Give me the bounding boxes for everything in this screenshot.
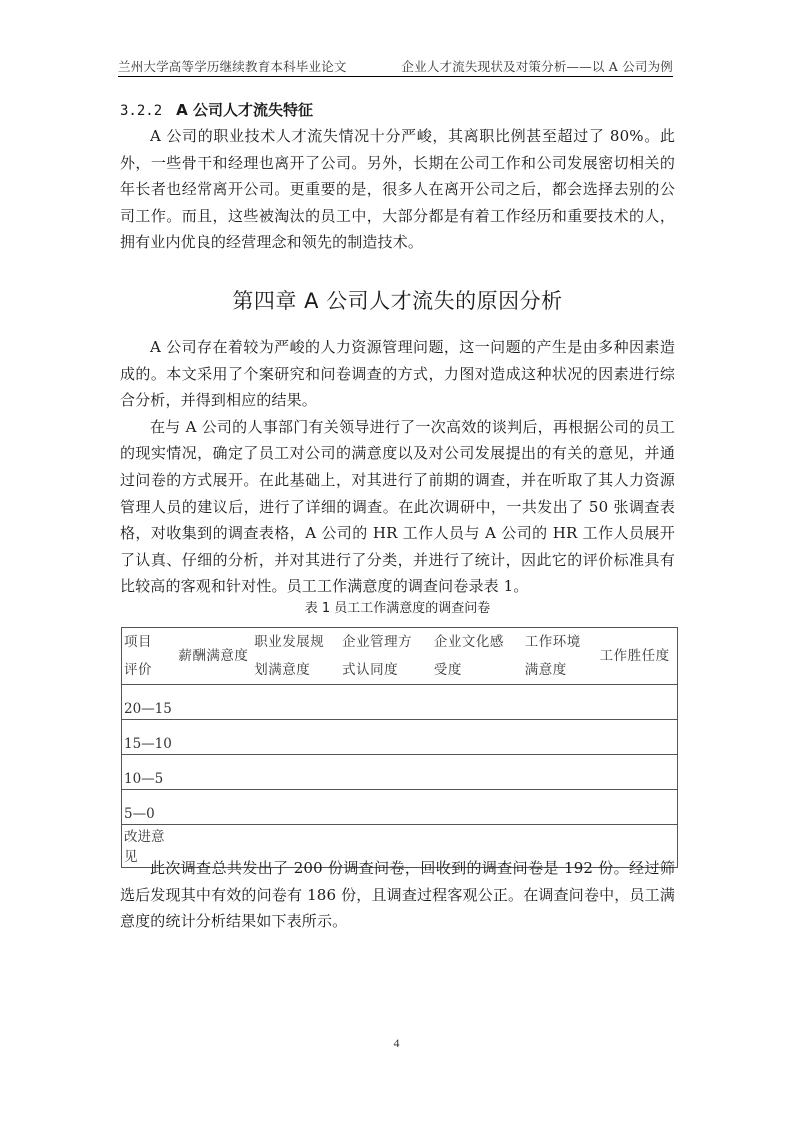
table-cell (340, 755, 432, 790)
chapter-title: 第四章 A 公司人才流失的原因分析 (232, 288, 563, 313)
section-title: A 公司人才流失特征 (176, 101, 313, 119)
section-paragraph: A 公司的职业技术人才流失情况十分严峻，其离职比例甚至超过了 80%。此外，一些骨干和经理也离开了公司。另外，长期在公司工作和公司发展密切相关的年长者也经常离开公司。更重要的是，很多人在离开公司之后，都会选择去别的公司工作。而且，这些被淘汰的员工中，大部分都是有着工作经历和重要技术的人，拥有业内优良的经营理念和领先的制造技术。 (120, 127, 675, 252)
header-left-title: 兰州大学高等学历继续教育本科毕业论文 (118, 59, 347, 74)
table-cell (598, 720, 678, 755)
table-cell (252, 755, 340, 790)
column-header-text: 企业文化感 (433, 634, 504, 650)
page-header (118, 56, 673, 77)
row-label: 15—10 (122, 720, 177, 755)
column-header-text: 满意度 (524, 662, 567, 678)
table-cell (340, 790, 432, 825)
header-corner-item: 项目 (124, 634, 152, 650)
table-cell (598, 755, 678, 790)
table-cell (523, 720, 598, 755)
table-cell (432, 755, 523, 790)
table-cell (523, 685, 598, 720)
table-cell (176, 755, 252, 790)
table-row (122, 790, 678, 825)
table-cell (252, 790, 340, 825)
survey-table (121, 627, 678, 868)
section-number: 3.2.2 (120, 103, 163, 119)
page-content (120, 97, 675, 618)
column-header-management (340, 628, 432, 685)
row-label: 改进意见 (124, 829, 165, 865)
header-corner-evaluation: 评价 (124, 662, 152, 678)
table-cell (340, 720, 432, 755)
column-header-environment (523, 628, 598, 685)
row-label: 10—5 (122, 755, 177, 790)
table-cell (176, 685, 252, 720)
table-caption: 表 1 员工工作满意度的调查问卷 (304, 600, 491, 616)
column-header-competence (598, 628, 678, 685)
column-header-text: 职业发展规 (254, 634, 325, 650)
column-header-text: 薪酬满意度 (178, 648, 249, 664)
header-corner (122, 628, 177, 685)
table-cell (598, 790, 678, 825)
table-cell (523, 755, 598, 790)
column-header-text: 工作环境 (524, 634, 581, 650)
table-cell (252, 685, 340, 720)
chapter-paragraph-2: 在与 A 公司的人事部门有关领导进行了一次高效的谈判后，再根据公司的员工的现实情况，确定了员工对公司的满意度以及对公司发展提出的有关的意见，并通过问卷的方式展开。在此基础上，对其进行了前期的调查，并在听取了其人力资源管理人员的建议后，进行了详细的调查。在此次调研中，一共发出了 50 张调查表格，对收集到的调查表格，A 公司的 HR 工作人员与 A 公司的 HR 工作人员展开了认真、仔细的分析，并对其进行了分类，并进行了统计，因此它的评价标准具有比较高的客观和针对性。员工工作满意度的调查问卷录表 1。 (120, 417, 675, 596)
table-cell (176, 720, 252, 755)
column-header-text: 式认同度 (342, 662, 399, 678)
table-cell (432, 790, 523, 825)
table-cell (176, 790, 252, 825)
table-cell (523, 790, 598, 825)
after-table-content (120, 855, 675, 935)
row-label: 20—15 (122, 685, 177, 720)
after-table-paragraph: 此次调查总共发出了 200 份调查问卷，回收到的调查问卷是 192 份。经过筛选后发现其中有效的问卷有 186 份，且调查过程客观公正。在调查问卷中，员工满意度的统计分析结果如下表所示。 (120, 859, 675, 931)
page-number: 4 (393, 1036, 400, 1050)
chapter-paragraph-1: A 公司存在着较为严峻的人力资源管理问题，这一问题的产生是由多种因素造成的。本文采用了个案研究和问卷调查的方式，力图对造成这种状况的因素进行综合分析，并得到相应的结果。 (120, 337, 675, 410)
column-header-text: 工作胜任度 (599, 648, 670, 664)
column-header-text: 企业管理方 (342, 634, 413, 650)
column-header-text: 划满意度 (254, 662, 311, 678)
table-cell (432, 685, 523, 720)
section-heading (120, 97, 675, 123)
table-row (122, 685, 678, 720)
table-cell (432, 720, 523, 755)
table-cell (340, 685, 432, 720)
table-row (122, 755, 678, 790)
row-label: 5—0 (122, 790, 177, 825)
table-header-row (122, 628, 678, 685)
table-row (122, 720, 678, 755)
table-cell (598, 685, 678, 720)
column-header-career (252, 628, 340, 685)
header-right-title: 企业人才流失现状及对策分析——以 A 公司为例 (401, 59, 673, 74)
table-cell (252, 720, 340, 755)
column-header-salary (176, 628, 252, 685)
column-header-text: 受度 (433, 662, 462, 678)
column-header-culture (432, 628, 523, 685)
